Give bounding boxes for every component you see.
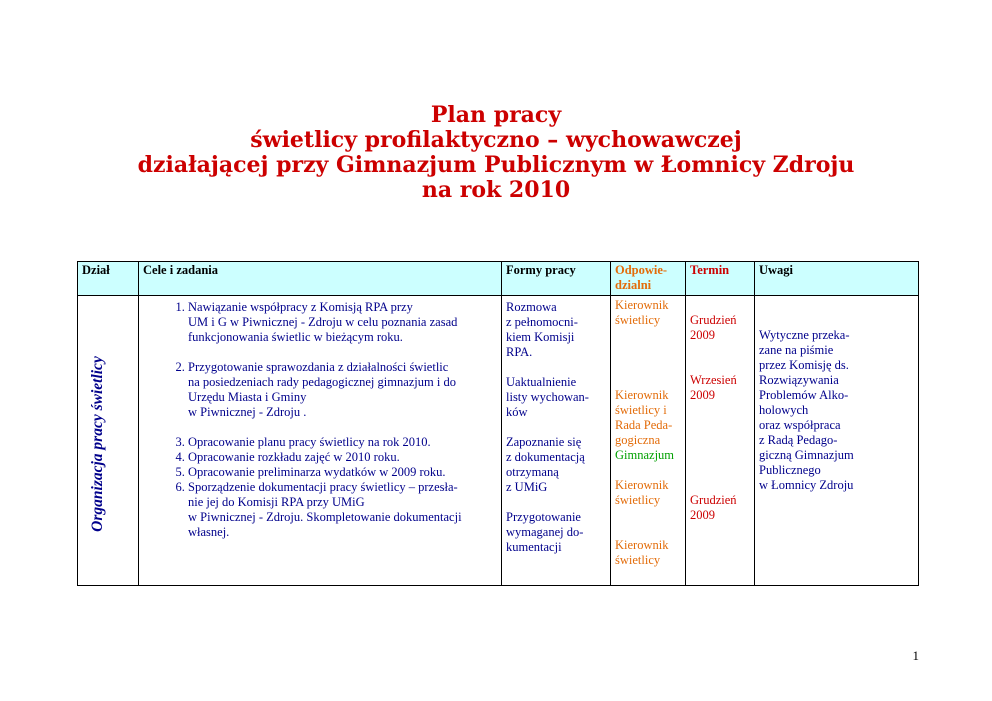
page-number: 1 bbox=[912, 648, 919, 663]
forma-2: Uaktualnienie listy wychowan- ków bbox=[506, 375, 589, 419]
document-title bbox=[0, 103, 992, 203]
forma-1: Rozmowa z pełnomocni- kiem Komisji RPA. bbox=[506, 300, 578, 359]
title-line-3: działającej przy Gimnazjum Publicznym w Łomnicy Zdroju bbox=[137, 152, 855, 178]
odp-2: Kierownik świetlicy i Rada Peda- gogiczna Gimnazjum bbox=[615, 388, 675, 462]
dzial-label: Organizacja pracy świetlicy bbox=[89, 356, 106, 532]
odp-3: Kierownik świetlicy bbox=[615, 478, 669, 507]
forma-4: Przygotowanie wymaganej do- kumentacji bbox=[506, 510, 584, 554]
termin-1: Grudzień 2009 bbox=[690, 313, 737, 342]
table-header-row bbox=[78, 262, 919, 296]
forma-3: Zapoznanie się z dokumentacją otrzymaną z UMiG bbox=[506, 435, 585, 494]
termin-2: Wrzesień 2009 bbox=[690, 373, 737, 402]
odp-1: Kierownik świetlicy bbox=[615, 298, 669, 327]
task-item-1: 1. Nawiązanie współpracy z Komisją RPA przy UM i G w Piwnicznej - Zdroju w celu poznania zasad funkcjonowania świetlic w bieżącym roku. bbox=[188, 300, 497, 345]
termin-3: Grudzień 2009 bbox=[690, 493, 737, 522]
odpowiedzialni-cell bbox=[611, 296, 686, 586]
task-item-6: 6. Sporządzenie dokumentacji pracy świetlicy – przesła- nie jej do Komisji RPA przy UMiG w Piwnicznej - Zdroju. Skompletowanie dokumentacji własnej. bbox=[188, 480, 497, 540]
header-dzial: Dział bbox=[78, 262, 139, 296]
task-item-2: 2. Przygotowanie sprawozdania z działalności świetlic na posiedzeniach rady pedagogicznej gimnazjum i do Urzędu Miasta i Gminy w Piwnicznej - Zdroju . bbox=[188, 360, 497, 420]
task-item-3: 3. Opracowanie planu pracy świetlicy na rok 2010. bbox=[188, 435, 497, 450]
header-odpowiedzialni: Odpowie- dzialni bbox=[611, 262, 686, 296]
task-item-4: 4. Opracowanie rozkładu zajęć w 2010 roku. bbox=[188, 450, 497, 465]
formy-cell bbox=[502, 296, 611, 586]
odp-4: Kierownik świetlicy bbox=[615, 538, 669, 567]
task-list bbox=[143, 300, 497, 540]
dzial-cell bbox=[78, 296, 139, 586]
header-termin: Termin bbox=[686, 262, 755, 296]
uwagi-text: Wytyczne przeka- zane na piśmie przez Komisję ds. Rozwiązywania Problemów Alko- holowych oraz współpraca z Radą Pedago- giczną Gimnazjum Publicznego w Łomnicy Zdroju bbox=[759, 328, 854, 492]
title-line-1: Plan pracy bbox=[430, 102, 562, 128]
task-item-5: 5. Opracowanie preliminarza wydatków w 2009 roku. bbox=[188, 465, 497, 480]
uwagi-cell bbox=[755, 296, 919, 586]
termin-cell bbox=[686, 296, 755, 586]
header-cele: Cele i zadania bbox=[139, 262, 502, 296]
title-line-2: świetlicy profilaktyczno – wychowawczej bbox=[250, 127, 742, 153]
header-formy: Formy pracy bbox=[502, 262, 611, 296]
title-line-4: na rok 2010 bbox=[421, 177, 571, 203]
cele-cell bbox=[139, 296, 502, 586]
table-row bbox=[78, 296, 919, 586]
header-uwagi: Uwagi bbox=[755, 262, 919, 296]
plan-table bbox=[77, 261, 919, 586]
